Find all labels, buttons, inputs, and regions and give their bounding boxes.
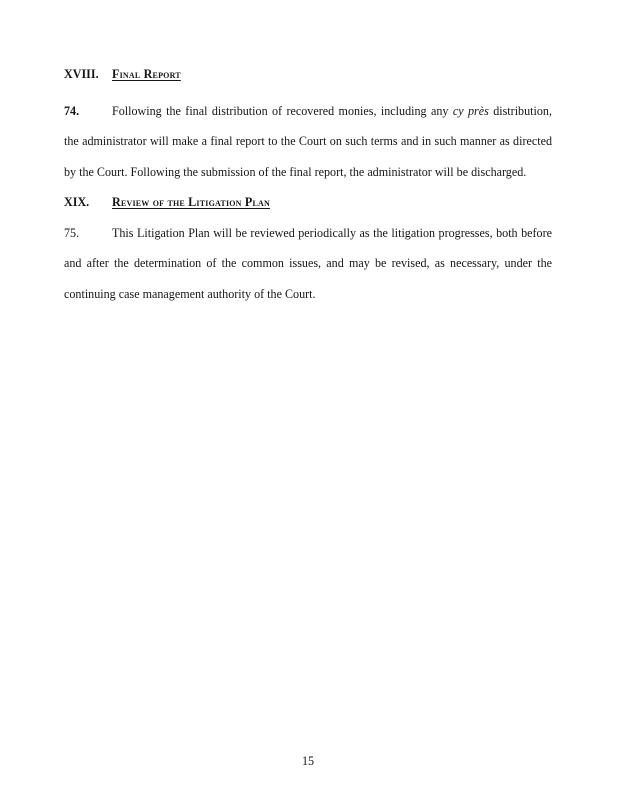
page-number: 15	[301, 754, 315, 768]
paragraph-75	[64, 218, 552, 310]
paragraph-text-italic: cy près	[452, 103, 489, 118]
paragraph-number: 75.	[64, 225, 80, 240]
section-heading-final-report	[64, 59, 552, 90]
paragraph-line: by the Court. Following the submission of the final report, the administrator will be discharged.	[64, 164, 527, 179]
section-heading-review-plan	[64, 187, 552, 218]
paragraph-line: the administrator will make a final report to the Court on such terms and in such manner as directed	[64, 134, 552, 148]
section-title: Review of the Litigation Plan	[112, 195, 270, 209]
paragraph-number: 74.	[64, 103, 80, 118]
paragraph-text: distribution,	[488, 103, 552, 118]
paragraph-line: continuing case management authority of the Court.	[64, 286, 316, 301]
section-numeral: XIX.	[64, 195, 90, 209]
section-numeral: XVIII.	[64, 67, 99, 81]
paragraph-text: Following the final distribution of recovered monies, including any	[112, 103, 453, 118]
paragraph-text: This Litigation Plan will be reviewed periodically as the litigation progresses, both before	[112, 225, 552, 240]
paragraph-line	[64, 218, 552, 249]
paragraph-line: and after the determination of the common issues, and may be revised, as necessary, under the	[64, 256, 552, 270]
paragraph-line	[64, 96, 552, 127]
document-body	[64, 59, 552, 309]
section-title: Final Report	[112, 67, 181, 81]
paragraph-74	[64, 96, 552, 188]
